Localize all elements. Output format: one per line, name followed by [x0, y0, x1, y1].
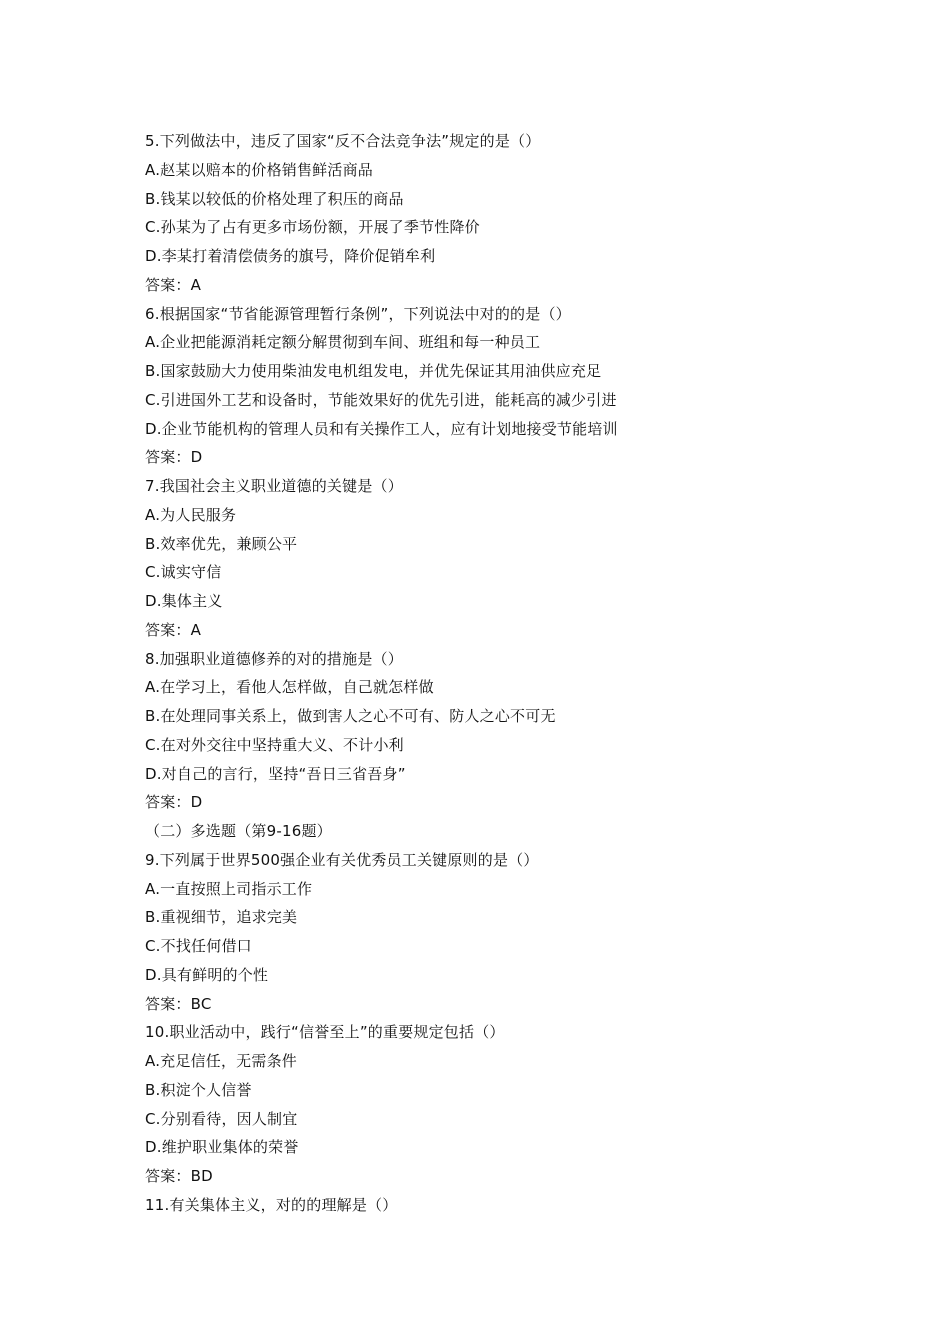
question-7: 7.我国社会主义职业道德的关键是（）: [145, 477, 403, 495]
option-c: C.不找任何借口: [145, 937, 252, 955]
option-c: C.孙某为了占有更多市场份额，开展了季节性降价: [145, 218, 480, 237]
question-9: 9.下列属于世界500强企业有关优秀员工关键原则的是（）: [145, 850, 539, 869]
option-d: D.集体主义: [145, 592, 223, 610]
answer: 答案：A: [145, 275, 202, 294]
option-a: A.一直按照上司指示工作: [145, 879, 313, 898]
option-a: A.赵某以赔本的价格销售鲜活商品: [145, 160, 373, 179]
option-c: C.引进国外工艺和设备时，节能效果好的优先引进，能耗高的减少引进: [145, 390, 617, 409]
option-d: D.对自己的言行，坚持“吾日三省吾身”: [145, 764, 406, 783]
question-5: 5.下列做法中，违反了国家“反不合法竞争法”规定的是（）: [145, 132, 541, 150]
option-a: A.在学习上，看他人怎样做，自己就怎样做: [145, 678, 434, 697]
option-a: A.充足信任，无需条件: [145, 1052, 297, 1070]
option-b: B.在处理同事关系上，做到害人之心不可有、防人之心不可无: [145, 707, 556, 725]
answer: 答案：D: [145, 448, 203, 467]
option-c: C.在对外交往中坚持重大义、不计小利: [145, 735, 404, 754]
option-d: D.李某打着清偿债务的旗号，降价促销牟利: [145, 247, 436, 265]
option-b: B.重视细节，追求完美: [145, 908, 298, 927]
answer: 答案：BD: [145, 1167, 213, 1185]
option-b: B.效率优先，兼顾公平: [145, 534, 298, 553]
document-body: [145, 127, 845, 1220]
option-b: B.国家鼓励大力使用柴油发电机组发电，并优先保证其用油供应充足: [145, 362, 602, 380]
option-d: D.维护职业集体的荣誉: [145, 1138, 299, 1157]
option-d: D.具有鲜明的个性: [145, 965, 269, 984]
option-c: C.诚实守信: [145, 563, 222, 582]
option-b: B.钱某以较低的价格处理了积压的商品: [145, 189, 404, 208]
option-a: A.企业把能源消耗定额分解贯彻到车间、班组和每一种员工: [145, 333, 541, 352]
question-11: 11.有关集体主义，对的的理解是（）: [145, 1195, 398, 1214]
section-heading: （二）多选题（第9-16题）: [145, 822, 332, 840]
answer: 答案：A: [145, 620, 202, 639]
question-8: 8.加强职业道德修养的对的措施是（）: [145, 649, 403, 668]
question-10: 10.职业活动中，践行“信誉至上”的重要规定包括（）: [145, 1023, 505, 1042]
option-c: C.分别看待，因人制宜: [145, 1109, 298, 1128]
question-6: 6.根据国家“节省能源管理暂行条例”，下列说法中对的的是（）: [145, 304, 571, 323]
answer: 答案：BC: [145, 994, 212, 1013]
option-b: B.积淀个人信誉: [145, 1080, 252, 1099]
answer: 答案：D: [145, 793, 203, 812]
option-a: A.为人民服务: [145, 505, 237, 524]
option-d: D.企业节能机构的管理人员和有关操作工人，应有计划地接受节能培训: [145, 419, 618, 438]
